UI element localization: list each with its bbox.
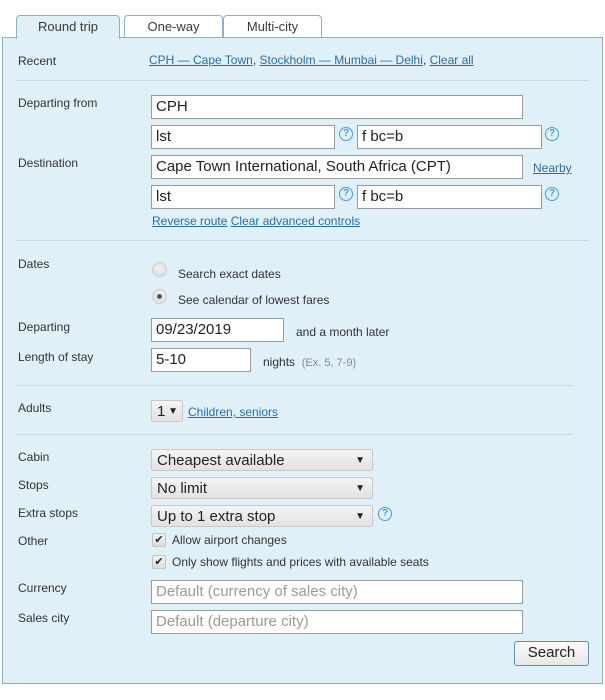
tab-multi-city[interactable]: Multi-city: [223, 15, 322, 38]
cabin-label: Cabin: [18, 450, 50, 464]
departing-label: Departing: [18, 320, 71, 334]
destination-input[interactable]: Cape Town International, South Africa (CPT): [151, 155, 523, 179]
origin-extension-code-input[interactable]: f bc=b: [357, 125, 542, 149]
destination-routing-code-input[interactable]: lst: [151, 185, 335, 209]
adults-select[interactable]: [151, 400, 183, 422]
extra-stops-select[interactable]: [151, 505, 373, 527]
recent-searches: [149, 53, 474, 67]
calendar-lowest-fares-label: See calendar of lowest fares: [178, 293, 330, 307]
help-icon[interactable]: ?: [339, 127, 353, 141]
stops-select[interactable]: [151, 477, 373, 499]
origin-routing-code-input[interactable]: lst: [151, 125, 335, 149]
help-icon[interactable]: ?: [545, 187, 559, 201]
children-seniors-link[interactable]: Children, seniors: [188, 405, 279, 419]
divider: [16, 434, 573, 435]
chevron-down-icon: ▼: [355, 483, 365, 494]
length-hint: (Ex. 5, 7-9): [301, 357, 357, 369]
cabin-select[interactable]: [151, 449, 373, 471]
departing-date-input[interactable]: 09/23/2019: [151, 318, 284, 342]
currency-input[interactable]: Default (currency of sales city): [151, 580, 523, 604]
other-label: Other: [18, 534, 49, 548]
departing-from-label: Departing from: [18, 96, 98, 110]
extra-stops-label: Extra stops: [18, 506, 79, 520]
stops-value: No limit: [157, 480, 208, 497]
recent-label: Recent: [18, 54, 57, 68]
chevron-down-icon: ▼: [355, 511, 365, 522]
sales-city-input[interactable]: Default (departure city): [151, 610, 523, 634]
stops-label: Stops: [18, 478, 49, 492]
help-icon[interactable]: ?: [378, 507, 392, 521]
adults-label: Adults: [18, 401, 52, 415]
sales-city-label: Sales city: [18, 611, 70, 625]
cabin-value: Cheapest available: [157, 452, 285, 469]
separator: ,: [422, 53, 430, 67]
destination-label: Destination: [18, 156, 79, 170]
search-exact-dates-radio[interactable]: [152, 262, 167, 277]
help-icon[interactable]: ?: [545, 127, 559, 141]
tab-round-trip[interactable]: Round trip: [16, 15, 120, 39]
length-of-stay-label: Length of stay: [18, 350, 94, 364]
divider: [16, 240, 589, 241]
separator: ,: [252, 53, 260, 67]
departing-from-input[interactable]: CPH: [151, 95, 523, 119]
allow-airport-changes-checkbox[interactable]: ✔: [152, 533, 166, 547]
chevron-down-icon: ▼: [355, 455, 365, 466]
clear-all-link[interactable]: Clear all: [429, 53, 474, 67]
search-button[interactable]: Search: [514, 641, 589, 666]
available-seats-checkbox[interactable]: ✔: [152, 555, 166, 569]
nearby-link[interactable]: Nearby: [533, 161, 572, 175]
help-icon[interactable]: ?: [339, 187, 353, 201]
calendar-lowest-fares-radio[interactable]: [152, 289, 167, 304]
length-of-stay-unit: [263, 355, 356, 369]
clear-advanced-controls-link[interactable]: Clear advanced controls: [230, 214, 361, 228]
divider: [16, 80, 589, 81]
chevron-down-icon: ▼: [168, 406, 178, 417]
adults-value: 1: [157, 403, 166, 420]
extra-stops-value: Up to 1 extra stop: [157, 508, 276, 525]
departing-suffix: and a month later: [296, 325, 390, 339]
tab-one-way[interactable]: One-way: [124, 15, 223, 38]
nights-label: nights: [263, 355, 296, 369]
allow-airport-changes-label: Allow airport changes: [172, 533, 287, 547]
available-seats-label: Only show flights and prices with available seats: [172, 555, 429, 569]
recent-search-link[interactable]: Stockholm — Mumbai — Delhi: [259, 53, 423, 67]
dates-label: Dates: [18, 257, 50, 271]
destination-extension-code-input[interactable]: f bc=b: [357, 185, 542, 209]
length-of-stay-input[interactable]: 5-10: [151, 348, 251, 372]
currency-label: Currency: [18, 581, 67, 595]
divider: [16, 385, 573, 386]
reverse-route-link[interactable]: Reverse route: [152, 214, 228, 228]
route-actions: [152, 214, 360, 228]
search-exact-dates-label: Search exact dates: [178, 267, 281, 281]
recent-search-link[interactable]: CPH — Cape Town: [149, 53, 253, 67]
